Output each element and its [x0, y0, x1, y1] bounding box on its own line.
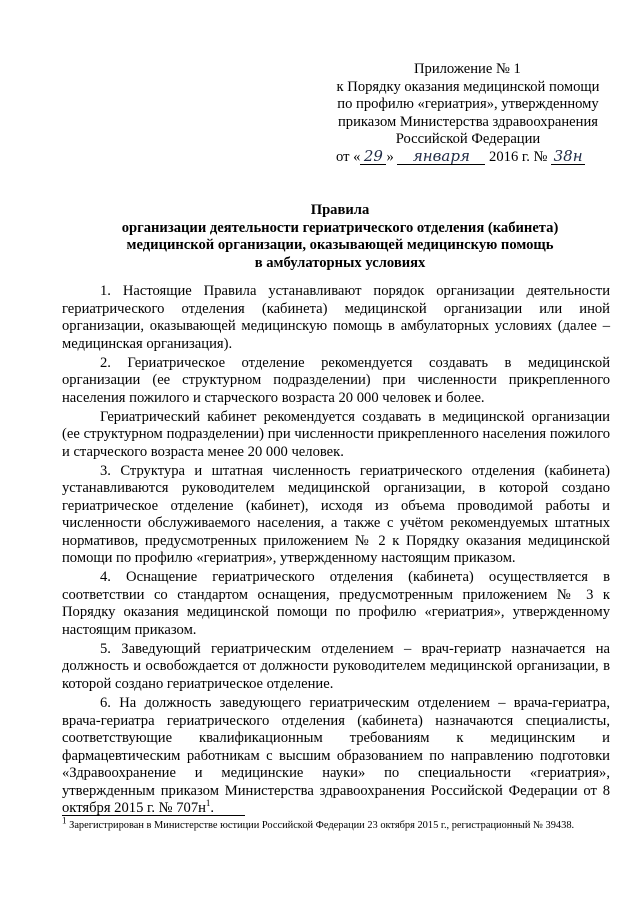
footnote-reference: 1 — [205, 798, 211, 809]
title-line-4: в амбулаторных условиях — [254, 254, 426, 271]
date-prefix: от « — [336, 149, 361, 165]
date-month-handwritten: января — [397, 149, 485, 165]
date-day-handwritten: 29 — [360, 149, 386, 165]
paragraph-4: 4. Оснащение гериатрического отделения (кабинета) осуществляется в соответствии со стандартом оснащения, предусмотренным приложением № 3 к Порядку оказания медицинской помощи по профилю «гериатрия», утвержденному настоящим приказом. — [62, 569, 610, 638]
appendix-line-4: приказом Министерства здравоохранения — [338, 113, 598, 130]
title-line-1: Правила — [310, 202, 370, 218]
paragraph-1: 1. Настоящие Правила устанавливают порядок организации деятельности гериатрического отделения (кабинета) медицинской организации или иной организации, оказывающей медицинскую помощь в амбулаторных условиях (далее – медицинская организация). — [62, 283, 610, 352]
title-line-3: медицинской организации, оказывающей медицинскую помощь — [126, 237, 554, 254]
paragraph-2-cabinet: Гериатрический кабинет рекомендуется создавать в медицинской организации (ее структурном подразделении) при численности прикрепленного населения пожилого и старческого возраста менее 20 000 человек. — [62, 408, 610, 460]
order-date-line — [336, 147, 626, 167]
paragraph-3: 3. Структура и штатная численность гериатрического отделения (кабинета) устанавливаются руководителем медицинской организации, в которой создано гериатрическое отделение (кабинет), исходя из объема проводимой работы и численности обслуживаемого населения, а также с учётом рекомендуемых штатных нормативов, предусмотренных приложением № 2 к Порядку оказания медицинской помощи по профилю «гериатрия», утвержденному настоящим приказом. — [62, 462, 610, 567]
order-number-handwritten: 38н — [551, 149, 585, 165]
appendix-line-5: Российской Федерации — [395, 131, 541, 147]
paragraph-6-text: 6. На должность заведующего гериатрическим отделением – врача-гериатра, врача-гериатра гериатрического отделения (кабинета) назначаются специалисты, соответствующие квалификационным требованиям к медицинским и фармацевтическим работникам с высшим образованием по направлению подготовки «Здравоохранение и медицинские науки» по специальности «гериатрия», утвержденным приказом Министерства здравоохранения Российской Федерации от 8 октября 2015 г. № 707н — [62, 695, 610, 817]
footnote-mark: 1 — [62, 815, 67, 826]
paragraph-2: 2. Гериатрическое отделение рекомендуется создавать в медицинской организации (ее структурном подразделении) при численности прикрепленного населения пожилого и старческого возраста 20 000 человек и более. — [62, 354, 610, 406]
appendix-header — [318, 61, 618, 149]
title-line-2: организации деятельности гериатрического отделения (кабинета) — [121, 219, 559, 236]
paragraph-5: 5. Заведующий гериатрическим отделением – врач-гериатр назначается на должность и освобождается от должности руководителем медицинской организации, в которой создано гериатрическое отделение. — [62, 640, 610, 692]
footnote-text: Зарегистрирован в Министерстве юстиции Российской Федерации 23 октября 2015 г., регистрационный № 39438. — [69, 820, 575, 831]
appendix-line-2: к Порядку оказания медицинской помощи — [336, 78, 600, 95]
paragraph-6: 6. На должность заведующего гериатрическим отделением – врача-гериатра, врача-гериатра гериатрического отделения (кабинета) назначаются специалисты, соответствующие квалификационным требованиям к медицинским и фармацевтическим работникам с высшим образованием по направлению подготовки «Здравоохранение и медицинские науки» по специальности «гериатрия», утвержденным приказом Министерства здравоохранения Российской Федерации от 8 октября 2015 г. № $707н^1$. — [62, 695, 610, 817]
footnote-divider — [62, 815, 245, 816]
appendix-number: Приложение № 1 — [414, 61, 521, 77]
appendix-line-3: по профилю «гериатрия», утвержденному — [337, 96, 599, 112]
date-mid: » — [386, 149, 394, 165]
footnote — [62, 815, 610, 832]
date-year: 2016 г. № — [489, 149, 548, 165]
document-title — [56, 202, 624, 272]
document-body — [62, 283, 610, 819]
